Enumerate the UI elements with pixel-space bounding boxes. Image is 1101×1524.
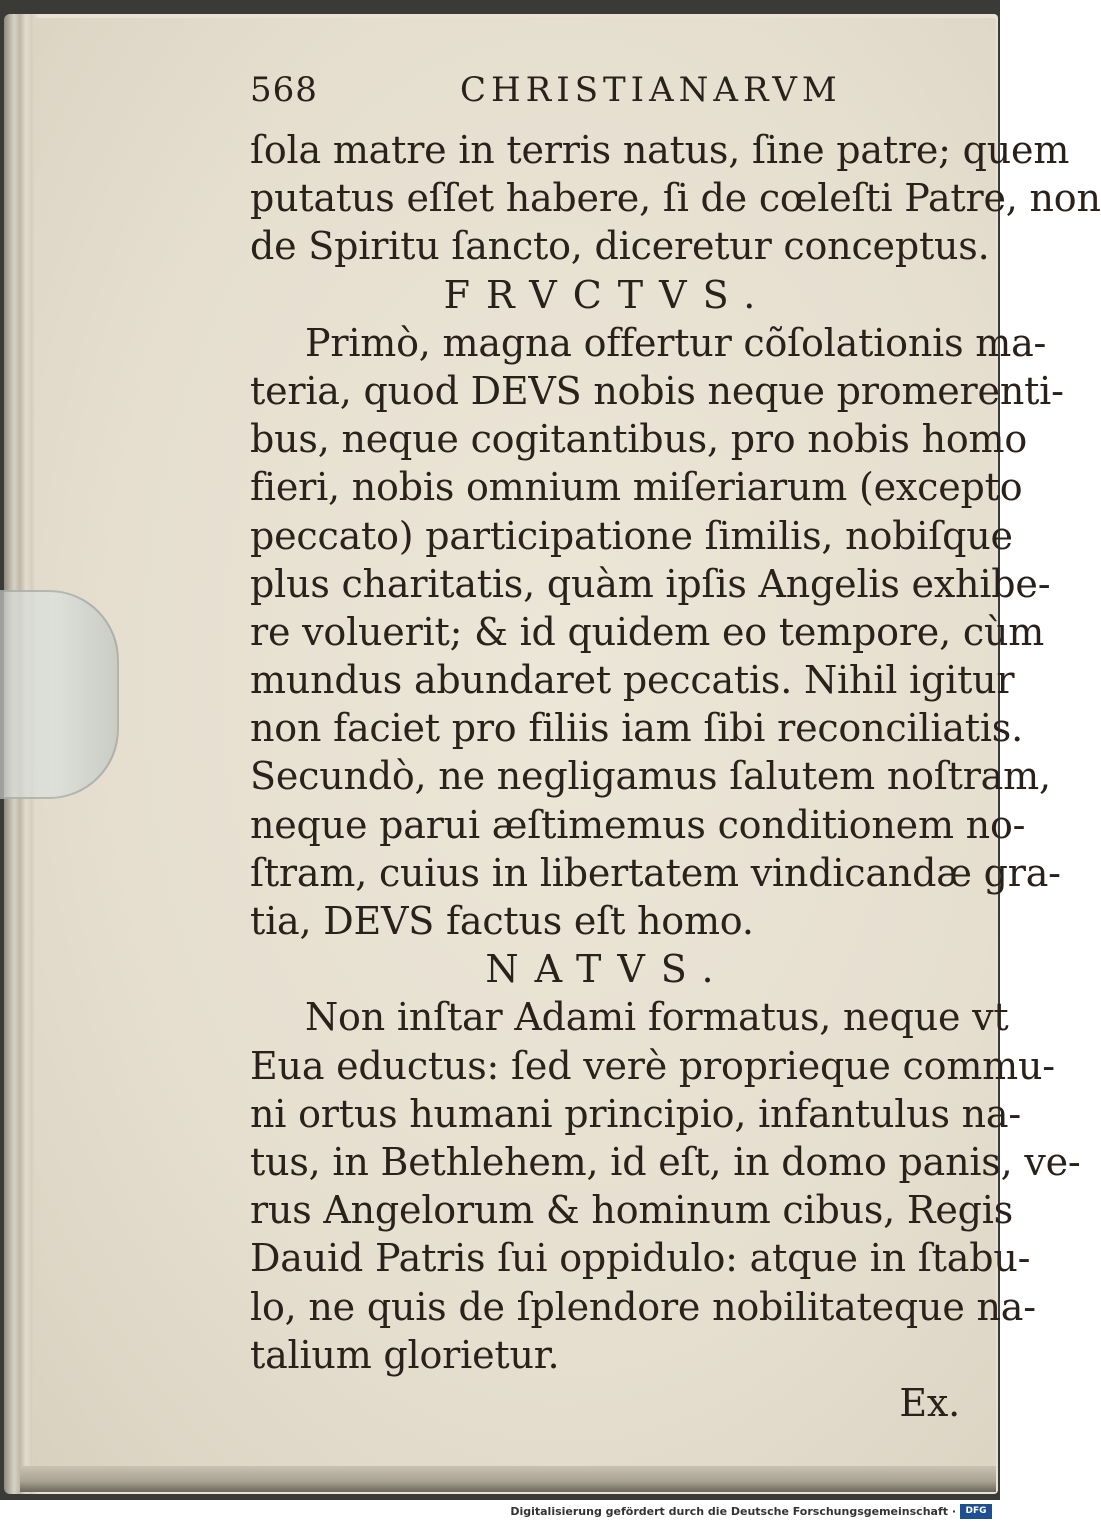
text-line: lo, ne quis de ſplendore nobilitateque na- [250, 1284, 1036, 1329]
page-number: 568 [250, 70, 318, 110]
text-line: rus Angelorum & hominum cibus, Regis [250, 1188, 1014, 1233]
text-line: tus, in Bethlehem, id eſt, in domo panis, ve- [250, 1139, 1081, 1184]
text-line: fieri, nobis omnium miſeriarum (excepto [250, 465, 1023, 510]
text-line: ſtram, cuius in libertatem vindicandæ gra- [250, 850, 1061, 895]
text-line: teria, quod DEVS nobis neque promerenti- [250, 368, 1064, 413]
funding-credit: Digitalisierung gefördert durch die Deutsche Forschungsgemeinschaft · [510, 1505, 956, 1518]
text-block [250, 70, 1101, 1427]
running-title: CHRISTIANARVM [460, 70, 842, 110]
section-heading-fructus: FRVCTVS. [443, 272, 772, 317]
text-line: non faciet pro filiis iam ſibi reconciliatis. [250, 706, 1023, 751]
dfg-logo-icon: DFG [960, 1504, 992, 1519]
text-line: ni ortus humani principio, infantulus na- [250, 1091, 1022, 1136]
page-header [250, 70, 965, 126]
text-line: mundus abundaret peccatis. Nihil igitur [250, 658, 1015, 703]
catchword: Ex. [899, 1380, 960, 1425]
text-line: bus, neque cogitantibus, pro nobis homo [250, 417, 1028, 462]
text-line: neque parui æſtimemus conditionem no- [250, 802, 1026, 847]
text-line: Dauid Patris ſui oppidulo: atque in ſtabu- [250, 1236, 1031, 1281]
text-line: Primò, magna offertur cõſolationis ma- [305, 320, 1047, 365]
text-line: plus charitatis, quàm ipſis Angelis exhibe- [250, 561, 1051, 606]
text-line: peccato) participatione ſimilis, nobiſque [250, 513, 1013, 558]
footer-bar [0, 1500, 1000, 1524]
text-line: tia, DEVS factus eſt homo. [250, 899, 754, 943]
text-line: de Spiritu ſancto, diceretur conceptus. [250, 224, 990, 269]
page-bottom-edge [20, 1466, 996, 1492]
text-line: ſola matre in terris natus, ſine patre; quem [250, 128, 1070, 172]
text-line: putatus eſſet habere, ſi de cœleſti Patre, non [250, 176, 1101, 221]
text-line: Eua eductus: ſed verè proprieque commu- [250, 1043, 1055, 1088]
text-line: Non inſtar Adami formatus, neque vt [305, 995, 1009, 1040]
text-line: re voluerit; & id quidem eo tempore, cùm [250, 609, 1045, 654]
page-clip [0, 590, 119, 799]
text-line: talium glorietur. [250, 1332, 560, 1377]
text-line: Secundò, ne negligamus ſalutem noſtram, [250, 754, 1051, 799]
section-heading-natus: NATVS. [485, 947, 730, 992]
